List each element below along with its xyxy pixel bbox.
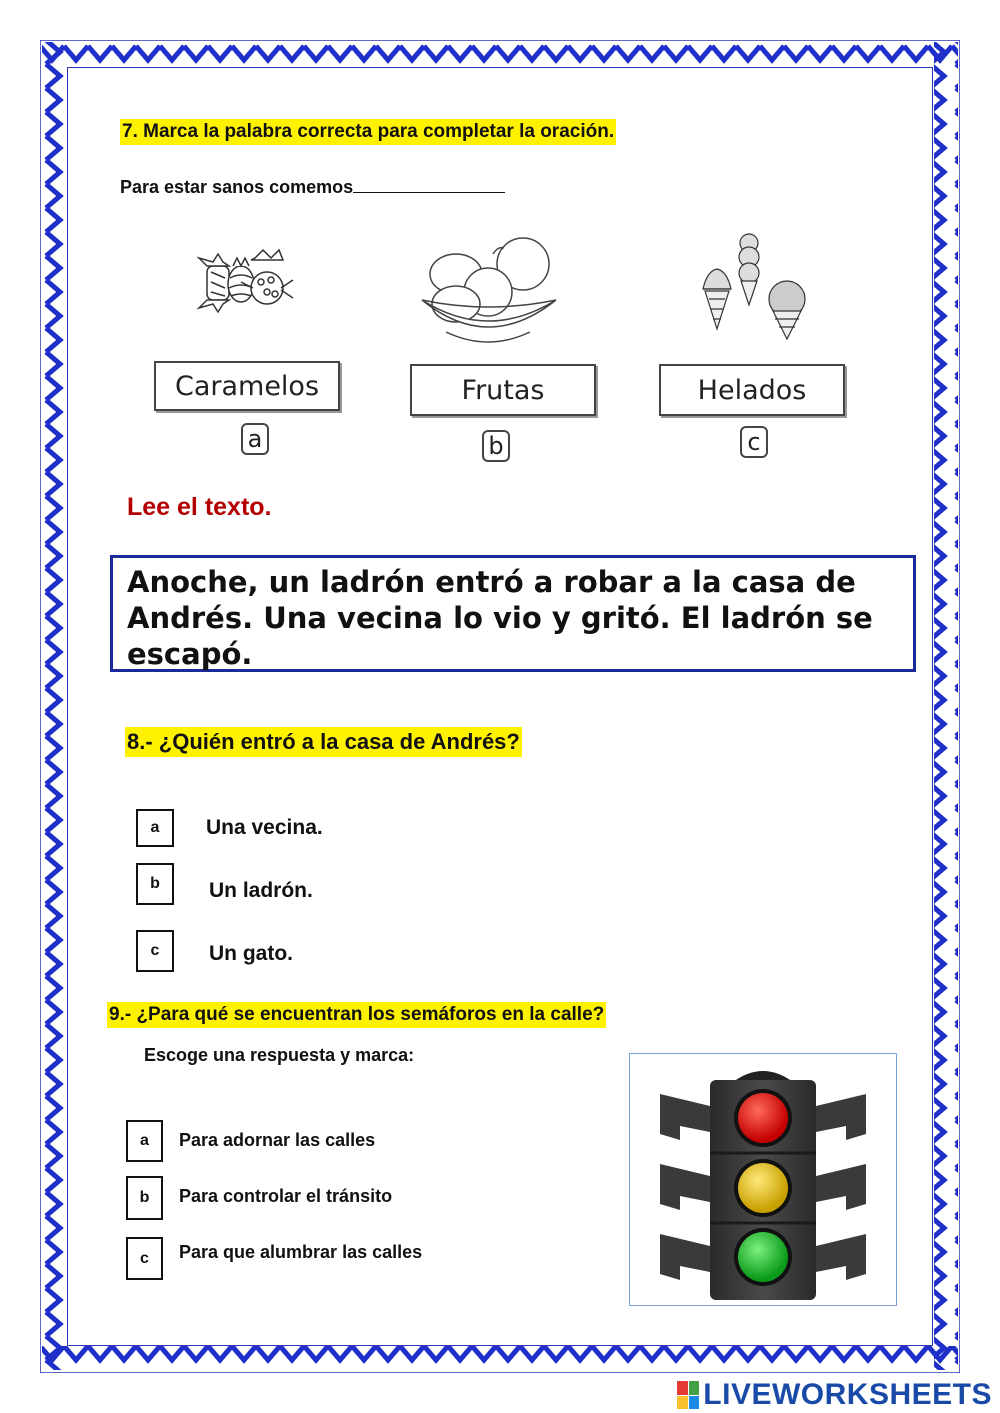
option-c-letter[interactable]: c: [740, 426, 768, 458]
q9-checkbox-a[interactable]: a: [126, 1120, 163, 1162]
traffic-light-frame: [629, 1053, 897, 1306]
q9-checkbox-b[interactable]: b: [126, 1176, 163, 1220]
option-frutas-box[interactable]: Frutas: [410, 364, 596, 416]
question-8-title: 8.- ¿Quién entró a la casa de Andrés?: [125, 727, 522, 757]
reading-text: Anoche, un ladrón entró a robar a la casa de Andrés. Una vecina lo vio y gritó. El ladrón se escapó.: [127, 565, 873, 671]
q9-answer-a: Para adornar las calles: [179, 1130, 376, 1150]
question-7-sentence: Para estar sanos comemos: [120, 177, 505, 198]
question-9-instruction: Escoge una respuesta y marca:: [144, 1045, 415, 1065]
liveworksheets-watermark: LIVEWORKSHEETS: [677, 1378, 992, 1412]
q9-answer-c: Para que alumbrar las calles: [179, 1242, 423, 1262]
liveworksheets-logo-icon: [677, 1381, 699, 1409]
option-helados-box[interactable]: Helados: [659, 364, 845, 416]
answer-blank[interactable]: [353, 179, 505, 193]
q8-checkbox-a[interactable]: a: [136, 809, 174, 847]
q8-checkbox-b[interactable]: b: [136, 863, 174, 905]
question-7-title: 7. Marca la palabra correcta para completar la oración.: [120, 119, 616, 145]
q8-answer-c: Un gato.: [209, 942, 293, 965]
q8-answer-a: Una vecina.: [206, 816, 323, 839]
q9-checkbox-c[interactable]: c: [126, 1237, 163, 1280]
q8-checkbox-c[interactable]: c: [136, 930, 174, 972]
option-a-letter[interactable]: a: [241, 423, 269, 455]
q9-answer-b: Para controlar el tránsito: [179, 1186, 393, 1206]
ice-creams-icon: [697, 231, 812, 341]
q8-answer-b: Un ladrón.: [209, 879, 313, 902]
reading-heading: Lee el texto.: [127, 493, 272, 521]
option-caramelos-box[interactable]: Caramelos: [154, 361, 340, 411]
option-b-letter[interactable]: b: [482, 430, 510, 462]
traffic-light-icon: [630, 1054, 896, 1305]
fruit-bowl-icon: [418, 234, 558, 354]
candies-icon: [193, 236, 303, 326]
reading-text-box: [110, 555, 916, 672]
question-9-title: 9.- ¿Para qué se encuentran los semáforos en la calle?: [107, 1002, 606, 1028]
